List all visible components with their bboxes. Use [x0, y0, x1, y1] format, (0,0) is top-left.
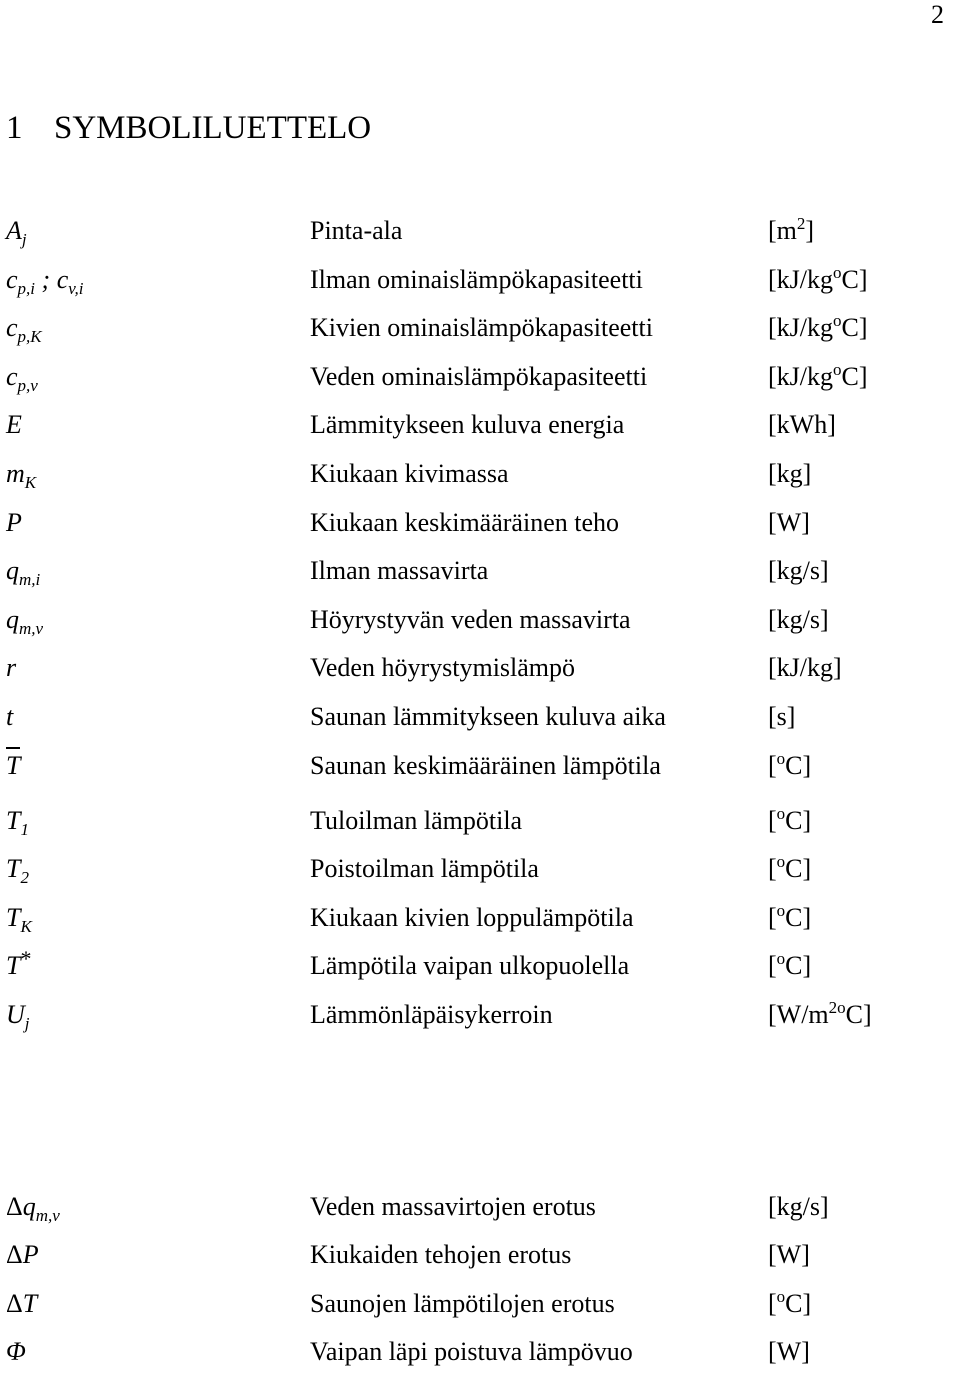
symbol-base: T: [6, 902, 21, 932]
symbol-unit: [768, 503, 810, 543]
symbol-row: [6, 503, 956, 552]
symbol-base: T: [6, 747, 20, 781]
unit-text: C]: [785, 805, 812, 835]
symbol-row: [6, 600, 956, 649]
unit-text: C]: [785, 951, 812, 981]
symbol-base: P: [22, 1240, 39, 1270]
symbol-base: q: [6, 604, 19, 634]
symbol-base: c: [6, 264, 18, 294]
symbol-unit: [768, 211, 814, 251]
symbol-subscript: m,v: [19, 618, 44, 638]
symbol: [6, 551, 40, 591]
symbol-description: Kivien ominaislämpökapasiteetti: [310, 313, 653, 343]
unit-text: C]: [841, 361, 868, 391]
unit-text: [W/m: [768, 999, 829, 1029]
symbol: [6, 801, 29, 841]
symbol-base: q: [22, 1191, 36, 1221]
symbol-subscript: v,i: [68, 278, 84, 298]
symbol: [6, 1332, 26, 1372]
symbol-subscript: p,K: [17, 327, 42, 347]
symbol: [6, 898, 32, 938]
unit-text: [s]: [768, 701, 796, 731]
symbol-description: Veden massavirtojen erotus: [310, 1191, 596, 1221]
symbol-row: [6, 995, 956, 1044]
unit-text: [: [768, 902, 777, 932]
symbol: [6, 260, 84, 300]
symbol-description: Poistoilman lämpötila: [310, 854, 539, 884]
unit-text: [kg/s]: [768, 556, 829, 586]
symbol: [6, 503, 22, 543]
symbol-row: [6, 697, 956, 746]
symbol-unit: [768, 1235, 810, 1275]
symbol-row: [6, 746, 956, 801]
page-number: 2: [931, 0, 944, 29]
unit-text: [kJ/kg: [768, 313, 833, 343]
symbol-unit: [768, 454, 811, 494]
symbol-description: Vaipan läpi poistuva lämpövuo: [310, 1337, 633, 1367]
unit-text: [kg]: [768, 458, 812, 488]
symbol-base: r: [6, 653, 17, 683]
symbol-unit: [768, 946, 811, 986]
symbol-unit: [768, 995, 872, 1035]
symbol-subscript: m,i: [19, 570, 41, 590]
unit-text: C]: [845, 999, 872, 1029]
unit-text: [W]: [768, 1240, 810, 1270]
symbol-description: Lämpötila vaipan ulkopuolella: [310, 951, 630, 981]
unit-superscript: o: [776, 949, 786, 969]
symbol-unit: [768, 898, 811, 938]
symbol-row: [6, 1235, 956, 1284]
symbol-description: Veden höyrystymislämpö: [310, 653, 576, 683]
symbol-description: Kiukaan kivien loppulämpötila: [310, 902, 634, 932]
symbol-base: c: [6, 361, 18, 391]
symbol-description: Kiukaan kivimassa: [310, 458, 509, 488]
unit-text: C]: [785, 1288, 812, 1318]
symbol-row: [6, 308, 956, 357]
unit-superscript: o: [833, 311, 842, 331]
symbol-row: [6, 801, 956, 850]
symbol-row: [6, 946, 956, 995]
symbol-base: c: [56, 264, 69, 294]
unit-text: [: [768, 854, 777, 884]
symbol-row: [6, 211, 956, 260]
symbol: [6, 600, 43, 640]
unit-superscript: o: [833, 262, 842, 282]
symbol-description: Kiukaiden tehojen erotus: [310, 1240, 572, 1270]
symbol-subscript: K: [20, 916, 32, 936]
symbol-description: Saunan keskimääräinen lämpötila: [310, 750, 661, 780]
unit-text: [kg/s]: [768, 604, 829, 634]
symbol: [6, 648, 16, 688]
delta-prefix: Δ: [6, 1288, 23, 1318]
symbol-base: T: [6, 854, 21, 884]
unit-superscript: o: [776, 1286, 786, 1306]
symbol-description: Veden ominaislämpökapasiteetti: [310, 361, 648, 391]
symbol: [6, 308, 42, 348]
symbol-description: Lämmitykseen kuluva energia: [310, 410, 625, 440]
unit-text: [: [768, 1288, 777, 1318]
delta-prefix: Δ: [6, 1240, 23, 1270]
symbol-subscript: p,v: [17, 375, 38, 395]
symbol: [6, 849, 29, 889]
unit-text: C]: [841, 313, 868, 343]
symbol-description: Lämmönläpäisykerroin: [310, 999, 553, 1029]
delta-prefix: Δ: [6, 1191, 23, 1221]
symbol-row: [6, 849, 956, 898]
symbol-subscript: j: [24, 1013, 30, 1033]
symbol-base: T: [6, 805, 21, 835]
symbol: [6, 697, 13, 737]
symbol: [6, 946, 31, 986]
symbol: [6, 1284, 37, 1324]
symbol-row: [6, 1284, 956, 1333]
symbol-unit: [768, 648, 842, 688]
symbol-description: Tuloilman lämpötila: [310, 805, 523, 835]
section-number: 1: [6, 110, 23, 146]
unit-text: C]: [785, 750, 812, 780]
symbol-subscript: j: [21, 230, 27, 249]
unit-text: [: [768, 805, 777, 835]
section-spacer: [6, 1044, 956, 1187]
symbol-separator: ;: [35, 264, 57, 294]
symbol-unit: [768, 357, 868, 397]
symbol-base: U: [6, 999, 25, 1029]
symbol-base: c: [6, 313, 18, 343]
symbol-description: Ilman ominaislämpökapasiteetti: [310, 264, 643, 294]
symbol-base: Φ: [6, 1337, 26, 1367]
symbol-unit: [768, 600, 829, 640]
symbol-subscript: 1: [20, 819, 29, 839]
symbol: [6, 1235, 39, 1275]
symbol-base: T: [22, 1288, 38, 1318]
symbol: [6, 995, 30, 1035]
unit-superscript: 2: [796, 214, 806, 233]
unit-superscript: o: [776, 803, 786, 823]
symbol-row: [6, 648, 956, 697]
symbol: [6, 746, 20, 786]
unit-text: [kJ/kg]: [768, 653, 842, 683]
symbol-unit: [768, 1187, 829, 1227]
symbol-unit: [768, 405, 836, 445]
symbol-base: E: [6, 410, 22, 440]
symbol-row: [6, 898, 956, 947]
section-heading: [6, 110, 371, 147]
symbol-description: Pinta-ala: [310, 216, 403, 245]
symbol-subscript: 2: [20, 868, 29, 888]
symbol-superscript: *: [20, 946, 32, 972]
symbol-description: Höyrystyvän veden massavirta: [310, 604, 631, 634]
symbol-description: Kiukaan keskimääräinen teho: [310, 507, 619, 537]
symbol-description: Saunojen lämpötilojen erotus: [310, 1288, 615, 1318]
symbol-row: [6, 551, 956, 600]
symbol-base: t: [6, 701, 14, 731]
symbol: [6, 357, 38, 397]
unit-text: [kWh]: [768, 410, 836, 440]
unit-superscript: o: [776, 748, 786, 768]
symbol-list: [6, 211, 956, 1381]
symbol-row: [6, 1187, 956, 1236]
symbol-base: m: [6, 458, 25, 488]
unit-text: [kJ/kg: [768, 264, 833, 294]
symbol: [6, 1187, 60, 1227]
unit-superscript: o: [776, 852, 786, 872]
symbol-row: [6, 454, 956, 503]
symbol-row: [6, 357, 956, 406]
symbol-subscript: p,i: [17, 278, 36, 298]
unit-text: [: [768, 750, 777, 780]
unit-text: [m: [768, 216, 797, 245]
symbol-unit: [768, 1284, 811, 1324]
symbol-unit: [768, 697, 795, 737]
symbol-description: Ilman massavirta: [310, 556, 489, 586]
section-title: SYMBOLILUETTELO: [54, 110, 372, 146]
symbol-unit: [768, 551, 829, 591]
symbol-subscript: m,v: [35, 1205, 60, 1225]
symbol-subscript: K: [24, 472, 37, 492]
symbol: [6, 405, 22, 445]
symbol-unit: [768, 849, 811, 889]
unit-text: C]: [785, 854, 812, 884]
unit-text: [kJ/kg: [768, 361, 833, 391]
symbol-row: [6, 1332, 956, 1381]
unit-text: ]: [805, 216, 815, 245]
unit-text: C]: [785, 902, 812, 932]
symbol-unit: [768, 801, 811, 841]
unit-text: [: [768, 951, 777, 981]
unit-superscript: o: [833, 359, 842, 379]
symbol-unit: [768, 308, 868, 348]
unit-text: C]: [841, 264, 868, 294]
symbol-description: Saunan lämmitykseen kuluva aika: [310, 701, 666, 731]
symbol-unit: [768, 746, 811, 786]
unit-text: [W]: [768, 507, 810, 537]
symbol-row: [6, 405, 956, 454]
unit-text: [kg/s]: [768, 1191, 829, 1221]
symbol-base: T: [6, 951, 21, 981]
unit-text: [W]: [768, 1337, 810, 1367]
symbol: [6, 454, 36, 494]
symbol-unit: [768, 260, 868, 300]
symbol-base: A: [6, 216, 22, 245]
symbol-base: P: [6, 507, 22, 537]
unit-superscript: o: [776, 900, 786, 920]
unit-superscript: 2o: [828, 997, 846, 1017]
symbol-row: [6, 260, 956, 309]
symbol-base: q: [6, 556, 19, 586]
symbol: [6, 211, 27, 251]
symbol-unit: [768, 1332, 810, 1372]
